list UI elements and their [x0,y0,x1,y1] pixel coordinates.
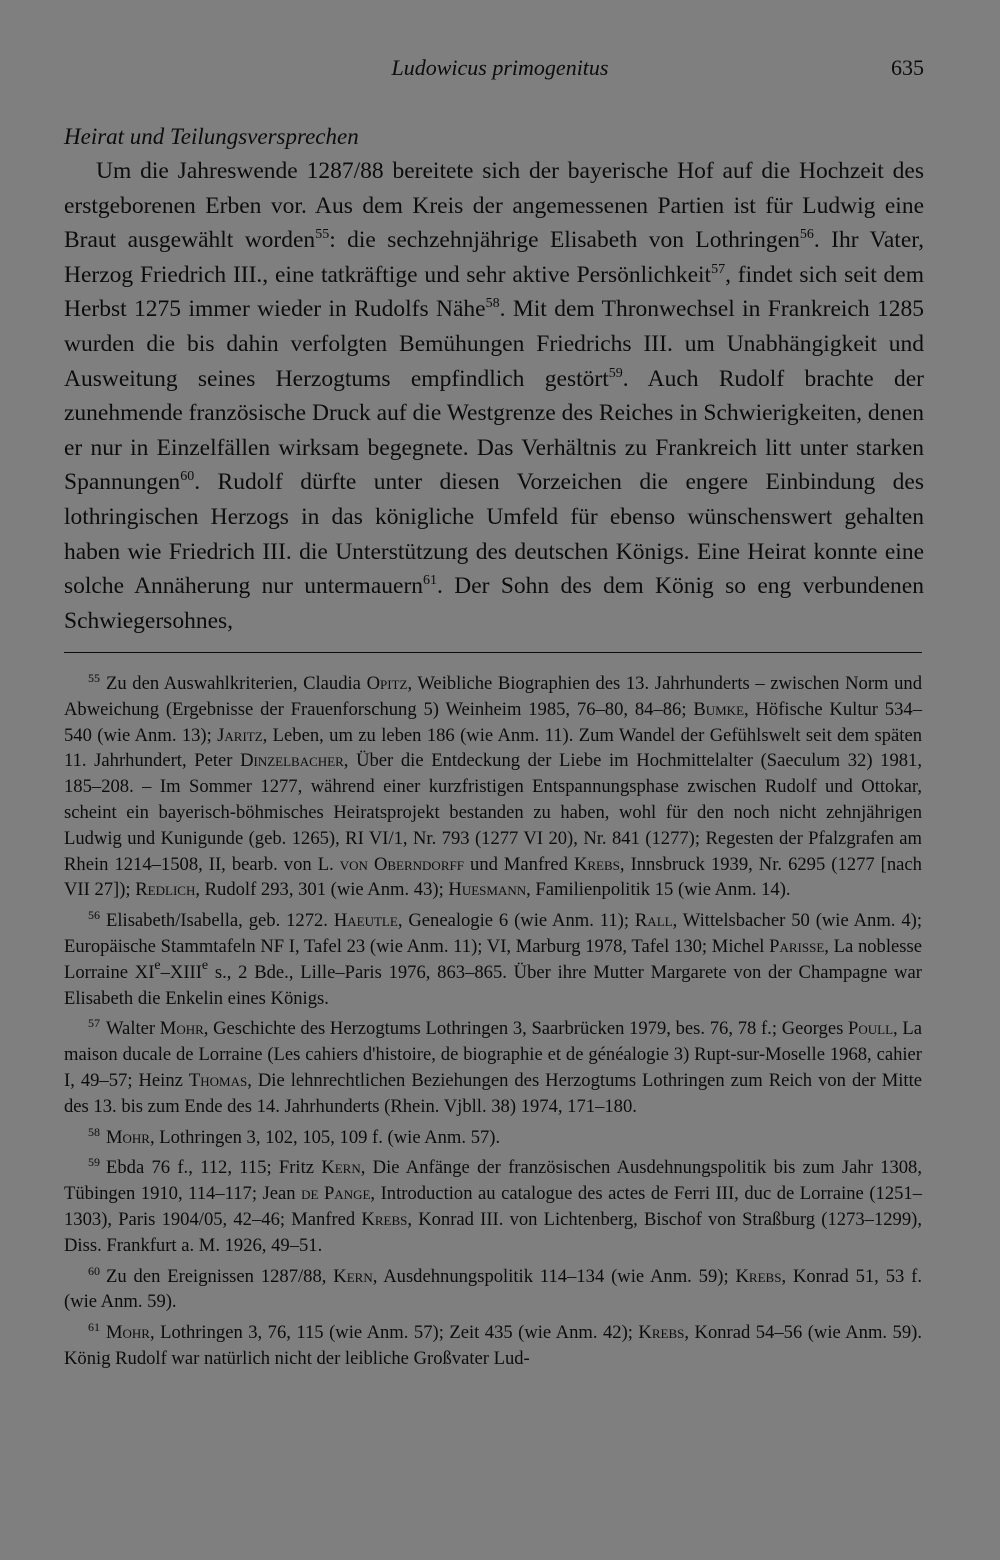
text-run: Zu den Auswahlkriterien, Claudia [106,673,367,694]
text-run: , Leben, um zu leben 186 (wie Anm. 11). Zum Wandel der Gefühlswelt seit dem späten 11. Jahrhundert, Peter [64,724,922,772]
footnote-59 [64,1150,922,1258]
author-name: Krebs [735,1265,782,1287]
text-run: , Die Anfänge der französischen Ausdehnungspolitik bis zum Jahr 1308, Tübingen 1910, 114–117; Jean [64,1157,922,1205]
footnote-58 [64,1120,922,1151]
author-name: Kern [333,1265,373,1287]
text-run: Walter [106,1018,160,1040]
footnote-56 [64,903,922,1011]
footnote-ref[interactable]: 56 [799,227,814,243]
footnote-number: 59 [88,1155,100,1170]
author-name: Haeutle [333,910,398,932]
body-paragraph [64,154,924,638]
text-run: , Introduction au catalogue des actes de Ferri III, duc de Lorraine (1251–1303), Paris 1904/05, 42–46; Manfred [64,1183,923,1230]
text-run: , Lothringen 3, 76, 115 (wie Anm. 57); Zeit 435 (wie Anm. 42); [149,1322,639,1344]
text-run: , Geschichte des Herzogtums Lothringen 3, Saarbrücken 1979, bes. 76, 78 f.; Georges [203,1018,849,1040]
footnote-60 [64,1259,922,1316]
author-name: von Oberndorff [339,853,464,875]
text-run: , La maison ducale de Lorraine (Les cahiers d'histoire, de biographie et de généalogie 3) Rupt-sur-Moselle 1968, cahier I, 49–57; Heinz [64,1018,922,1091]
text-run: , Lothringen 3, 102, 105, 109 f. (wie Anm. 57). [149,1126,501,1148]
section-heading: Heirat und Teilungsversprechen [64,124,359,149]
text-run: und Manfred [463,853,574,875]
footnote-number: 58 [88,1124,100,1139]
footnote-number: 61 [88,1320,100,1335]
footnote-ref[interactable]: 61 [423,573,438,589]
text-run: , Konrad 54–56 (wie Anm. 59). König Rudolf war natürlich nicht der leibliche Großvater Lud- [64,1322,922,1369]
footnote-55 [64,666,922,903]
footnotes [64,666,922,1372]
footnote-ref[interactable]: 57 [711,261,726,277]
author-name: Dinzelbacher [240,750,344,772]
author-name: Kern [321,1157,361,1179]
author-name: Bumke [693,698,745,720]
footnote-number: 57 [88,1016,100,1031]
author-name: Krebs [361,1208,408,1230]
footnote-61 [64,1315,922,1372]
text-run: , La noblesse Lorraine XI [64,935,922,983]
superscript: e [154,957,161,973]
footnote-ref[interactable]: 59 [608,365,623,381]
author-name: Thomas [188,1069,248,1091]
author-name: Mohr [106,1126,150,1148]
text-run: , Konrad 51, 53 f. (wie Anm. 59). [64,1265,922,1313]
footnote-number: 55 [88,671,100,685]
text-run: , Wittelsbacher 50 (wie Anm. 4); Europäische Stammtafeln NF I, Tafel 23 (wie Anm. 11); VI, Marburg 1978, Tafel 130; Michel [64,910,922,957]
author-name: Jaritz [217,724,263,746]
text-run: . Rudolf dürfte unter diesen Vorzeichen die engere Einbindung des lothringischen Herzogs in das königliche Umfeld für ebenso wünschenswert gehalten haben wie Friedrich III. die Unterstützung des deutschen Königs. Eine Heirat konnte eine solche Annäherung nur untermauern [64,469,924,600]
text-run: . Der Sohn des dem König so eng verbundenen Schwiegersohnes, [64,573,924,634]
text-run: –XIII [160,961,202,983]
footnote-57 [64,1011,922,1119]
text-run: , Weibliche Biographien des 13. Jahrhunderts – zwischen Norm und Abweichung (Ergebnisse der Frauenforschung 5) Weinheim 1985, 76–80, 84–86; [64,673,923,720]
author-name: Huesmann [448,879,527,901]
text-run: . Ihr Vater, Herzog Friedrich III., eine tatkräftige und sehr aktive Persönlichkeit [64,227,925,288]
text-run: s., 2 Bde., Lille–Paris 1976, 863–865. Über ihre Mutter Margarete von der Champagne war Elisabeth die Enkelin eines Königs. [64,961,922,1009]
footnote-number: 60 [88,1263,100,1278]
main-text [64,120,924,638]
author-name: Mohr [106,1322,150,1344]
text-run: , Rudolf 293, 301 (wie Anm. 43); [195,879,449,901]
text-run: Zu den Ereignissen 1287/88, [106,1265,334,1287]
text-run: . Auch Rudolf brachte der zunehmende französische Druck auf die Westgrenze des Reiches in Schwierigkeiten, denen er nur in Einzelfällen wirksam begegnete. Das Verhältnis zu Frankreich litt unter starken Spannungen [64,365,924,496]
text-run: Um die Jahreswende 1287/88 bereitete sich der bayerische Hof auf die Hochzeit des erstgeborenen Erben vor. Aus dem Kreis der angemessenen Partien ist für Ludwig eine Braut ausgewählt worden [64,158,924,254]
text-run: , Höfische Kultur 534–540 (wie Anm. 13); [64,698,922,746]
text-run: Elisabeth/Isabella, geb. 1272. [106,910,334,932]
author-name: Parisse [769,935,825,957]
text-run: , Über die Entdeckung der Liebe im Hochmittelalter (Saeculum 32) 1981, 185–208. – Im Sommer 1277, während einer kurzfristigen Entspannungsphase zwischen Rudolf und Ottokar, scheint ein bayerisch-böhmisches Heiratsprojekt bestanden zu haben, wohl für den noch nicht zehnjährigen Ludwig und Kunigunde (geb. 1265), RI VI/1, Nr. 793 (1277 VI 20), Nr. 841 (1277); Regesten der Pfalzgrafen am Rhein 1214–1508, II, bearb. von L. [64,750,922,875]
author-name: Redlich [135,879,196,901]
running-title: Ludowicus primogenitus [391,55,609,80]
text-run: , Familienpolitik 15 (wie Anm. 14). [526,879,791,901]
text-run: . Mit dem Thronwechsel in Frankreich 1285 wurden die bis dahin verfolgten Bemühungen Friedrichs III. um Unabhängigkeit und Ausweitung seines Herzogtums empfindlich gestört [64,296,924,392]
author-name: Opitz [366,673,408,694]
text-run: , Ausdehnungspolitik 114–134 (wie Anm. 59); [372,1265,736,1287]
author-name: Poull [848,1018,894,1040]
footnote-separator [64,652,922,653]
author-name: Krebs [638,1322,685,1344]
text-run: Ebda 76 f., 112, 115; Fritz [106,1157,322,1179]
footnote-ref[interactable]: 58 [485,296,500,312]
author-name: de Pange [301,1183,371,1205]
footnote-ref[interactable]: 60 [180,469,195,485]
text-run: : die sechzehnjährige Elisabeth von Lothringen [329,227,800,254]
text-run: , findet sich seit dem Herbst 1275 immer wieder in Rudolfs Nähe [64,261,925,323]
footnote-number: 56 [88,908,100,923]
text-run: , Konrad III. von Lichtenberg, Bischof von Straßburg (1273–1299), Diss. Frankfurt a. M. 1926, 49–51. [64,1208,922,1256]
page-number: 635 [891,55,924,80]
superscript: e [201,957,209,973]
author-name: Krebs [573,853,620,875]
author-name: Mohr [159,1018,204,1040]
footnote-ref[interactable]: 55 [315,227,330,243]
text-run: , Innsbruck 1939, Nr. 6295 (1277 [nach VII 27]); [64,853,922,901]
text-run: , Genealogie 6 (wie Anm. 11); [397,910,635,932]
text-run: , Die lehnrechtlichen Beziehungen des Herzogtums Lothringen zum Reich von der Mitte des 13. bis zum Ende des 14. Jahrhunderts (Rhein. Vjbll. 38) 1974, 171–180. [64,1069,922,1117]
author-name: Rall [634,910,673,932]
